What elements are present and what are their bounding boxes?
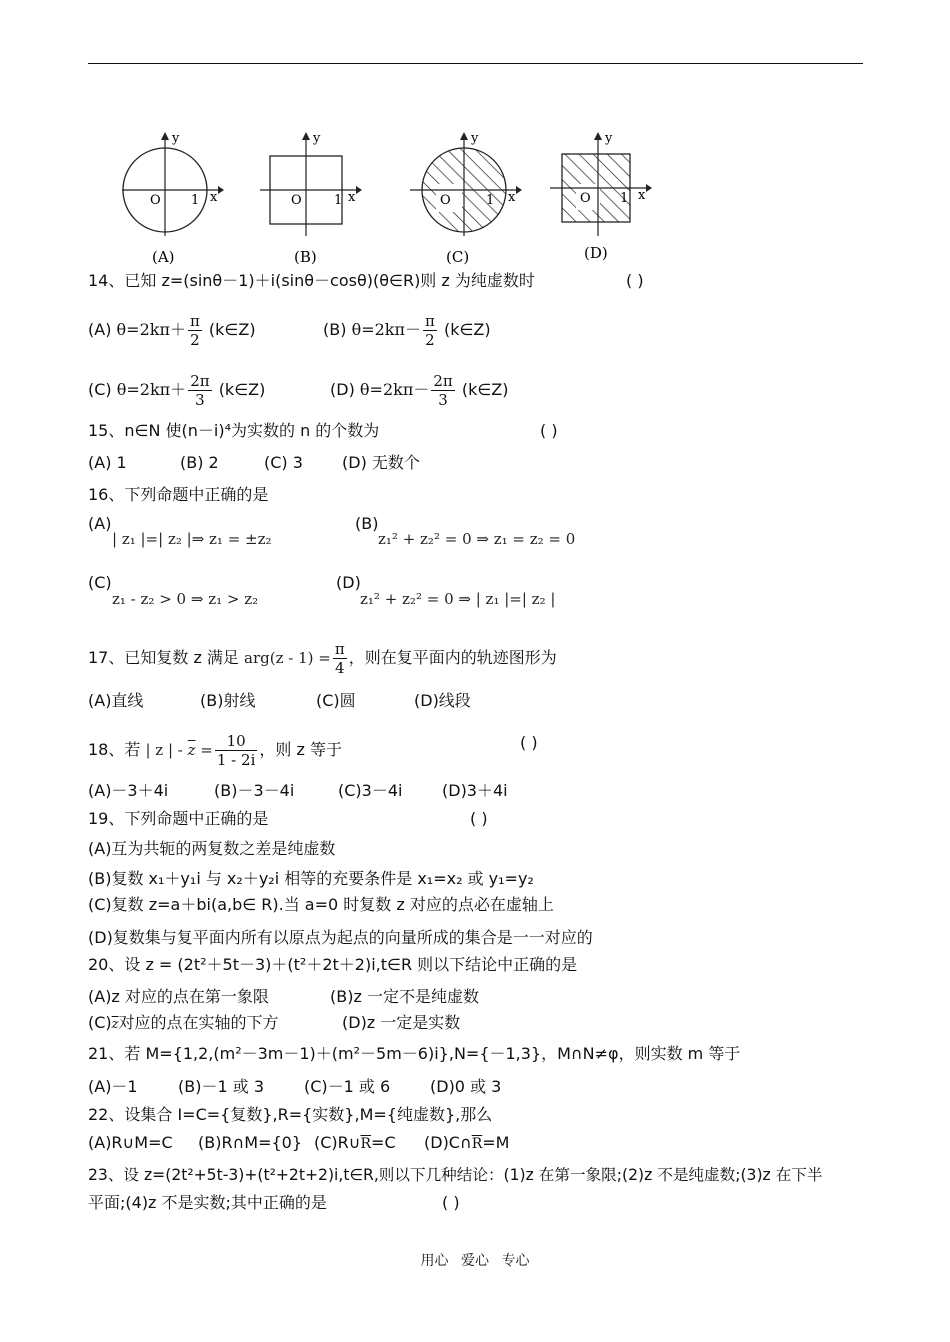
option-17a: (A)直线 bbox=[88, 691, 144, 710]
figure-label-d: (D) bbox=[584, 244, 608, 262]
option-19a: (A)互为共轭的两复数之差是纯虚数 bbox=[88, 839, 336, 858]
option-20d: (D)z 一定是实数 bbox=[342, 1013, 461, 1032]
option-16d-label: (D) bbox=[336, 573, 361, 592]
option-22a: (A)R∪M=C bbox=[88, 1133, 173, 1152]
option-17c: (C)圆 bbox=[316, 691, 356, 710]
option-21b: (B)－1 或 3 bbox=[178, 1077, 264, 1096]
option-14d: (D) θ=2kπ－ $\frac{2\pi}{3}$ (k∈Z) bbox=[330, 372, 509, 409]
question-17: 17、已知复数 z 满足 arg(z - 1) = $\frac{\pi}{4}$ ，则在复平面内的轨迹图形为 bbox=[88, 640, 557, 677]
unit-label: 1 bbox=[486, 193, 495, 208]
option-16a-label: (A) bbox=[88, 514, 112, 533]
figure-d bbox=[550, 131, 652, 262]
option-15d: (D) 无数个 bbox=[342, 453, 420, 472]
axis-y-label: y bbox=[313, 131, 321, 146]
option-16b-label: (B) bbox=[355, 514, 379, 533]
option-14b: (B) θ=2kπ－ $\frac{\pi}{2}$ (k∈Z) bbox=[323, 312, 491, 349]
option-16c-label: (C) bbox=[88, 573, 112, 592]
unit-label: 1 bbox=[191, 193, 200, 208]
unit-label: 1 bbox=[334, 193, 343, 208]
answer-blank: ( ) bbox=[540, 421, 558, 440]
option-20a: (A)z 对应的点在第一象限 bbox=[88, 987, 269, 1006]
option-20b: (B)z 一定不是纯虚数 bbox=[330, 987, 479, 1006]
option-15a: (A) 1 bbox=[88, 453, 127, 472]
answer-blank: ( ) bbox=[626, 271, 644, 290]
option-17b: (B)射线 bbox=[200, 691, 256, 710]
option-22b: (B)R∩M={0} bbox=[198, 1133, 303, 1152]
question-23-line2: 平面;(4)z 不是实数;其中正确的是 bbox=[88, 1193, 327, 1212]
origin-label: O bbox=[440, 193, 451, 208]
option-14c: (C) θ=2kπ＋ $\frac{2\pi}{3}$ (k∈Z) bbox=[88, 372, 266, 409]
option-21a: (A)－1 bbox=[88, 1077, 138, 1096]
option-19c: (C)复数 z=a＋bi(a,b∈ R).当 a=0 时复数 z 对应的点必在虚轴上 bbox=[88, 895, 554, 914]
region-figures bbox=[110, 124, 670, 266]
origin-label: O bbox=[150, 193, 161, 208]
option-17d: (D)线段 bbox=[414, 691, 471, 710]
option-15c: (C) 3 bbox=[264, 453, 303, 472]
figure-label-a: (A) bbox=[152, 248, 175, 266]
question-14 bbox=[88, 270, 535, 292]
question-23-line1: 23、设 z=(2t²+5t-3)+(t²+2t+2)i,t∈R,则以下几种结论：(1)z 在第一象限;(2)z 不是纯虚数;(3)z 在下半 bbox=[88, 1166, 823, 1184]
option-19b: (B)复数 x₁＋y₁i 与 x₂＋y₂i 相等的充要条件是 x₁=x₂ 或 y₁=y₂ bbox=[88, 869, 534, 888]
question-15: 15、n∈N 使(n－i)⁴为实数的 n 的个数为 bbox=[88, 421, 380, 440]
unit-label: 1 bbox=[620, 191, 629, 206]
axis-x-label: x bbox=[210, 190, 218, 205]
axis-x-label: x bbox=[348, 190, 356, 205]
question-18: 18、若 | z | - $\overline{z}$ = $\frac{10}{1 - 2i}$ ，则 z 等于 bbox=[88, 732, 342, 769]
origin-label: O bbox=[291, 193, 302, 208]
option-19d: (D)复数集与复平面内所有以原点为起点的向量所成的集合是一一对应的 bbox=[88, 928, 593, 947]
figure-label-b: (B) bbox=[294, 248, 317, 266]
answer-blank: ( ) bbox=[442, 1193, 460, 1212]
option-18b: (B)－3－4i bbox=[214, 781, 295, 800]
option-16a-expr: | z₁ |=| z₂ |⇒ z₁ = ±z₂ bbox=[112, 530, 272, 548]
question-19: 19、下列命题中正确的是 bbox=[88, 809, 269, 828]
answer-blank: ( ) bbox=[520, 733, 538, 752]
axis-y-label: y bbox=[605, 131, 613, 146]
option-22c: $(C)R\cup\overline{R}=C$ bbox=[314, 1133, 396, 1152]
page-footer: 用心 爱心 专心 bbox=[420, 1253, 530, 1269]
figure-a bbox=[122, 131, 224, 266]
figure-b bbox=[260, 131, 362, 266]
option-18a: (A)－3＋4i bbox=[88, 781, 169, 800]
question-16: 16、下列命题中正确的是 bbox=[88, 485, 269, 504]
option-18d: (D)3＋4i bbox=[442, 781, 508, 800]
figure-c bbox=[410, 131, 522, 266]
option-21d: (D)0 或 3 bbox=[430, 1077, 502, 1096]
axis-y-label: y bbox=[172, 131, 180, 146]
origin-label: O bbox=[580, 191, 591, 206]
option-16b-expr: z₁² + z₂² = 0 ⇒ z₁ = z₂ = 0 bbox=[378, 530, 576, 548]
header-rule bbox=[88, 63, 863, 64]
figure-label-c: (C) bbox=[446, 248, 470, 266]
option-20c: $(C)\overline{z}$对应的点在实轴的下方 bbox=[88, 1013, 279, 1032]
axis-y-label: y bbox=[471, 131, 479, 146]
question-21: 21、若 M={1,2,(m²－3m－1)＋(m²－5m－6)i},N={－1,3}，M∩N≠φ，则实数 m 等于 bbox=[88, 1044, 741, 1063]
option-15b: (B) 2 bbox=[180, 453, 219, 472]
option-14a: (A) θ=2kπ＋ $\frac{\pi}{2}$ (k∈Z) bbox=[88, 312, 256, 349]
axis-x-label: x bbox=[508, 190, 516, 205]
option-16d-expr: z₁² + z₂² = 0 ⇒ | z₁ |=| z₂ | bbox=[360, 590, 556, 608]
question-stem: 14、已知 z=(sinθ－1)＋i(sinθ－cosθ)(θ∈R)则 z 为纯虚数时 bbox=[88, 271, 535, 290]
option-21c: (C)－1 或 6 bbox=[304, 1077, 391, 1096]
option-16c-expr: z₁ - z₂ > 0 ⇒ z₁ > z₂ bbox=[112, 590, 259, 608]
option-18c: (C)3－4i bbox=[338, 781, 403, 800]
answer-blank: ( ) bbox=[470, 809, 488, 828]
axis-x-label: x bbox=[638, 188, 646, 203]
option-22d: $(D)C\cap\overline{R}=M$ bbox=[424, 1133, 510, 1152]
question-22: 22、设集合 I=C={复数},R={实数},M={纯虚数},那么 bbox=[88, 1105, 493, 1124]
figure-row bbox=[110, 124, 670, 266]
question-20: 20、设 z = (2t²＋5t－3)＋(t²＋2t＋2)i,t∈R 则以下结论中正确的是 bbox=[88, 955, 578, 974]
